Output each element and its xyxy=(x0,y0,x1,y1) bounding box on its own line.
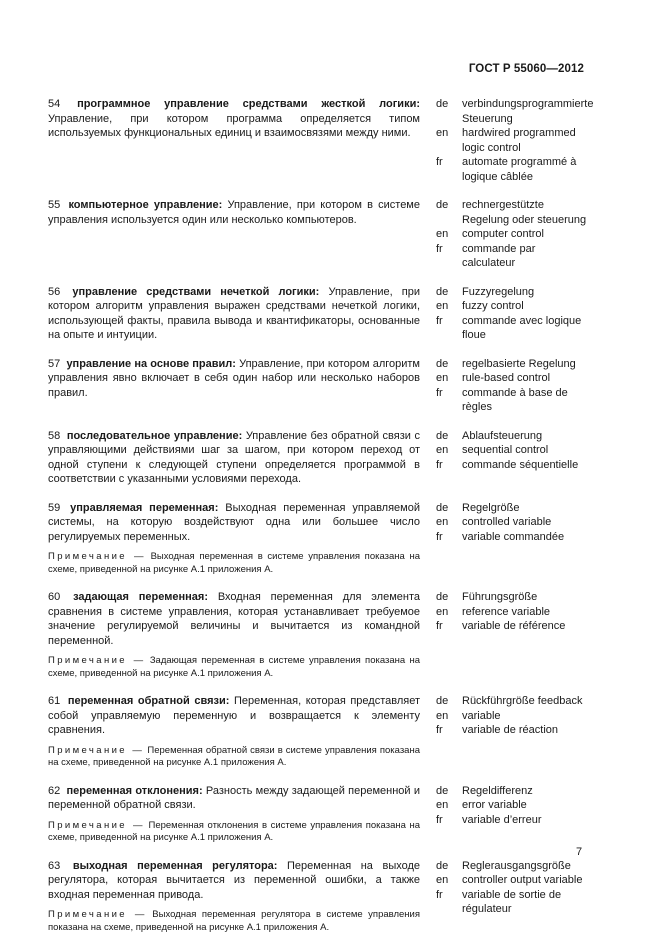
page-number: 7 xyxy=(576,846,583,858)
note-label: Примечание — xyxy=(48,819,145,831)
lang-code: de xyxy=(436,429,449,442)
translation-text: commande à base de règles xyxy=(462,386,568,413)
term-definition: Управление без обратной связи с управляющими действиями шаг за шагом, при котором переход от одной ступени к следующей ступени определяется программой в соответствии с указанными условиями перехода. xyxy=(48,429,420,485)
translation-text: Reglerausgangsgröße xyxy=(462,859,571,872)
term-definition: Переменная на выходе регулятора, которая вычитается из переменной ошибки, а также входная переменная привода. xyxy=(48,859,421,901)
term-entry xyxy=(48,97,594,184)
lang-code: en xyxy=(436,228,449,240)
term-title: последовательное управление: xyxy=(66,429,243,442)
lang-code: de xyxy=(436,859,449,872)
term-entry xyxy=(48,357,588,415)
term-definition: Управление, при котором алгоритм управления выражен средствами нечеткой логики, использующей факты, правила вывода и квантификаторы, основанные на опыте и интуиции. xyxy=(48,285,421,341)
note-label: Примечание — xyxy=(48,655,146,666)
term-number: 54 xyxy=(48,98,61,110)
term-definition: Управление, при котором программа определяется типом используемых функциональных единиц и взаимосвязями между ними. xyxy=(48,112,420,139)
lang-code: en xyxy=(436,799,449,811)
note-text: Переменная отклонения в системе управления показана на схеме, приведенной на рисунке А.1 приложения А. xyxy=(48,819,421,843)
term-entry xyxy=(48,429,588,487)
lang-code: de xyxy=(436,199,449,211)
translation-text: variable d’erreur xyxy=(462,813,542,826)
term-definition: Входная переменная для элемента сравнения в системе управления, которая устанавливает требуемое значение регулируемой величины и вычитается из командной переменной. xyxy=(48,591,421,647)
term-entry xyxy=(48,590,588,680)
translation-text: Ablaufsteuerung xyxy=(462,429,543,442)
term-entry xyxy=(48,859,588,935)
lang-code: de xyxy=(436,501,449,514)
translation-text: controlled variable xyxy=(462,516,552,528)
translations xyxy=(436,590,588,680)
term-title: программное управление средствами жесткой логики: xyxy=(77,98,420,110)
lang-code: en xyxy=(436,605,449,618)
translation-text: hardwired programmed logic control xyxy=(462,127,576,154)
term-note xyxy=(48,655,420,680)
term-number: 58 xyxy=(48,429,61,442)
lang-code: en xyxy=(436,709,449,722)
translations xyxy=(436,859,588,935)
translation-text: commande par calculateur xyxy=(462,242,536,269)
lang-code: de xyxy=(436,591,449,603)
note-label: Примечание — xyxy=(48,551,146,562)
translation-text: variable de référence xyxy=(462,620,566,632)
translation-text: Regelgröße xyxy=(462,501,520,514)
term-title: компьютерное управление: xyxy=(68,199,223,211)
note-text: Выходная переменная регулятора в системе управления показана на схеме, приведенной на рисунке А.1 приложения А. xyxy=(48,909,420,933)
term-number: 60 xyxy=(48,591,61,603)
translation-text: reference variable xyxy=(462,605,551,618)
translation-text: Führungsgröße xyxy=(462,591,538,603)
lang-code: en xyxy=(436,372,449,384)
term-number: 59 xyxy=(48,501,61,514)
translation-text: error variable xyxy=(462,799,527,811)
lang-code: fr xyxy=(436,530,443,543)
translation-text: commande avec logique floue xyxy=(462,314,582,341)
lang-code: de xyxy=(436,98,449,110)
note-text: Выходная переменная в системе управления показана на схеме, приведенной на рисунке А.1 приложения А. xyxy=(48,551,420,575)
translation-text: fuzzy control xyxy=(462,300,524,312)
term-number: 62 xyxy=(48,784,61,797)
lang-code: fr xyxy=(436,724,443,736)
term-entry xyxy=(48,501,588,577)
lang-code: de xyxy=(436,357,449,370)
translations xyxy=(436,501,588,577)
lang-code: en xyxy=(436,127,449,139)
translation-text: verbindungsprogrammierte Steuerung xyxy=(462,98,594,125)
translation-text: Rückführgröße feedback xyxy=(462,695,583,707)
lang-code: en xyxy=(436,516,449,528)
translations xyxy=(436,97,594,184)
translation-text: variable xyxy=(462,709,501,722)
term-title: управление средствами нечеткой логики: xyxy=(72,285,320,298)
lang-code: fr xyxy=(436,242,443,255)
note-text: Задающая переменная в системе управления показана на схеме, приведенной на рисунке А.1 приложения А. xyxy=(48,655,420,679)
translations xyxy=(436,784,588,845)
translations xyxy=(436,357,588,415)
note-label: Примечание — xyxy=(48,909,147,920)
translations xyxy=(436,429,588,487)
term-note xyxy=(48,551,420,576)
lang-code: en xyxy=(436,444,449,456)
lang-code: fr xyxy=(436,314,443,327)
note-label: Примечание — xyxy=(48,744,145,756)
term-definition: Переменная, которая представляет собой управляемую переменную и возвращается к элементу сравнения. xyxy=(48,695,420,736)
lang-code: de xyxy=(436,285,449,298)
translation-text: commande séquentielle xyxy=(462,458,579,471)
translation-text: Fuzzyregelung xyxy=(462,285,535,298)
translations xyxy=(436,198,588,271)
lang-code: fr xyxy=(436,888,443,901)
translations xyxy=(436,694,588,770)
term-title: задающая переменная: xyxy=(73,591,208,603)
lang-code: de xyxy=(436,695,449,707)
term-entry xyxy=(48,285,588,343)
lang-code: de xyxy=(436,784,449,797)
term-number: 63 xyxy=(48,859,61,872)
lang-code: fr xyxy=(436,458,443,471)
term-title: переменная обратной связи: xyxy=(67,695,230,707)
term-entry xyxy=(48,198,588,271)
term-title: переменная отклонения: xyxy=(66,784,203,797)
document-header: ГОСТ Р 55060—2012 xyxy=(468,63,584,75)
term-number: 55 xyxy=(48,199,61,211)
lang-code: fr xyxy=(436,386,443,399)
translation-text: variable de réaction xyxy=(462,724,559,736)
terms-list xyxy=(48,97,594,948)
lang-code: fr xyxy=(436,156,443,168)
term-entry xyxy=(48,784,588,845)
term-number: 56 xyxy=(48,285,61,298)
term-number: 57 xyxy=(48,357,61,370)
translation-text: automate programmé à logique câblée xyxy=(462,156,577,183)
lang-code: fr xyxy=(436,813,443,826)
term-definition: Выходная переменная управляемой системы, на которую воздействуют одна или большее число регулируемых переменных. xyxy=(48,501,420,543)
term-definition: Разность между задающей переменной и переменной обратной связи. xyxy=(48,784,420,811)
translation-text: variable de sortie de régulateur xyxy=(462,888,562,915)
note-text: Переменная обратной связи в системе управления показана на схеме, приведенной на рисунке А.1 приложения А. xyxy=(48,744,420,768)
lang-code: fr xyxy=(436,620,443,632)
term-note xyxy=(48,745,420,770)
translation-text: regelbasierte Regelung xyxy=(462,357,576,370)
term-title: выходная переменная регулятора: xyxy=(72,859,278,872)
translation-text: rule-based control xyxy=(462,372,551,384)
translation-text: rechnergestützte Regelung oder steuerung xyxy=(462,199,587,226)
translation-text: controller output variable xyxy=(462,874,583,886)
lang-code: en xyxy=(436,300,449,312)
term-title: управляемая переменная: xyxy=(70,501,219,514)
translation-text: variable commandée xyxy=(462,530,565,543)
term-entry xyxy=(48,694,588,770)
translation-text: sequential control xyxy=(462,444,549,456)
term-definition: Управление, при котором алгоритм управления явно включает в себя один набор или несколько наборов правил. xyxy=(48,357,420,399)
term-definition: Управление, при котором в системе управления используется один или несколько компьютеров. xyxy=(48,199,420,226)
lang-code: en xyxy=(436,874,449,886)
translations xyxy=(436,285,588,343)
translation-text: Regeldifferenz xyxy=(462,784,533,797)
term-number: 61 xyxy=(48,695,61,707)
translation-text: computer control xyxy=(462,228,544,240)
term-note xyxy=(48,909,420,934)
term-title: управление на основе правил: xyxy=(66,357,236,370)
term-note xyxy=(48,820,420,845)
